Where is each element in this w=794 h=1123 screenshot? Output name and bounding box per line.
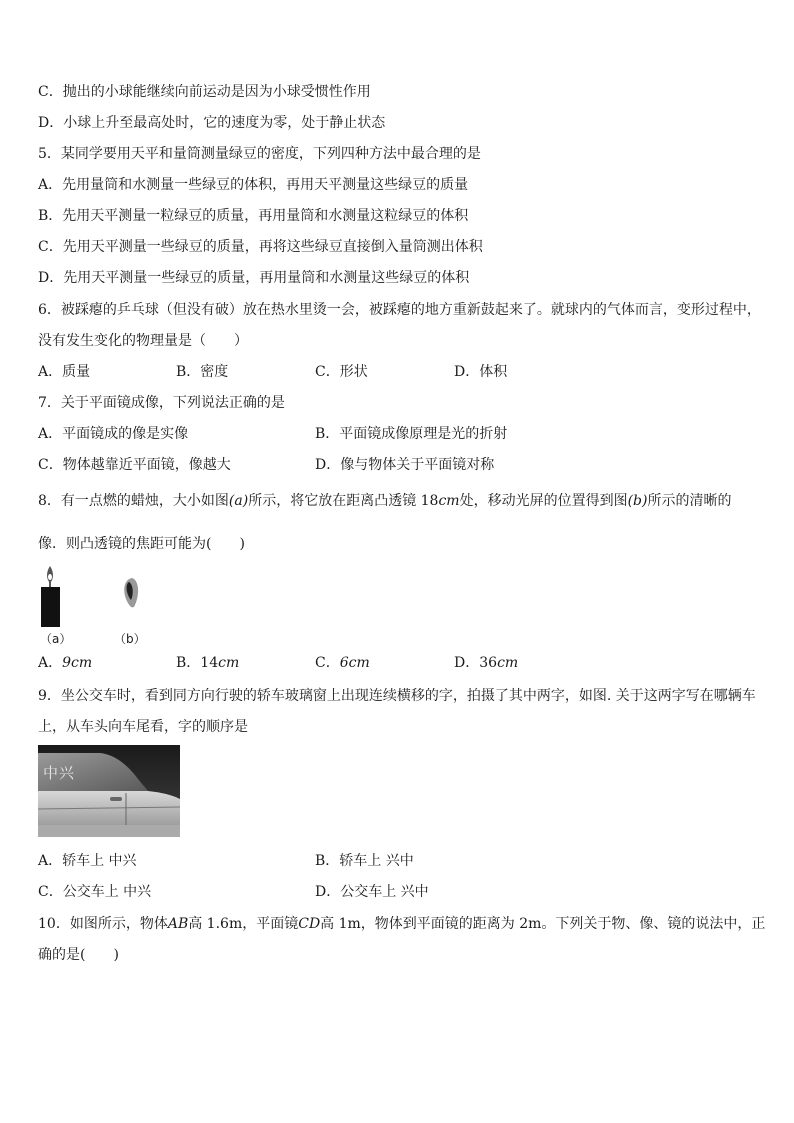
- car-window-text: 中兴: [43, 764, 76, 782]
- q5-option-b: B．先用天平测量一粒绿豆的质量，再用量筒和水测量这粒绿豆的体积: [38, 208, 469, 224]
- q8-c-num: 6: [339, 655, 349, 671]
- q9-option-d: D．公交车上 兴中: [315, 884, 429, 900]
- question-10-line-1: [38, 914, 765, 934]
- question-8-line-2: 像．则凸透镜的焦距可能为( ): [38, 536, 245, 552]
- q8-d-unit: cm: [497, 655, 519, 671]
- q10-cd: CD: [298, 916, 321, 932]
- q8-fig-b-ref: (b): [627, 493, 648, 509]
- q8-c-label: C．: [315, 655, 340, 671]
- q10-text-3: 高 1m，物体到平面镜的距离为 2m。下列关于物、像、镜的说法中，正: [320, 916, 766, 932]
- q8-option-d: [454, 653, 518, 673]
- q8-fig-a-ref: (a): [228, 493, 249, 509]
- q5-option-a: A．先用量筒和水测量一些绿豆的体积，再用天平测量这些绿豆的质量: [38, 177, 469, 193]
- question-10-line-2: 确的是( ): [38, 947, 119, 963]
- q8-b-num: 14: [200, 655, 219, 671]
- q9-option-b: B．轿车上 兴中: [315, 853, 414, 869]
- q4-option-d: D．小球上升至最高处时，它的速度为零，处于静止状态: [38, 115, 386, 131]
- q7-option-d: D．像与物体关于平面镜对称: [315, 457, 495, 473]
- q5-option-c: C．先用天平测量一些绿豆的质量，再将这些绿豆直接倒入量筒测出体积: [38, 239, 483, 255]
- q9-option-a: A．轿车上 中兴: [38, 853, 137, 869]
- question-6-line-1: 6．被踩瘪的乒乓球（但没有破）放在热水里烫一会，被踩瘪的地方重新鼓起来了。就球内的气体而言，变形过程中，: [38, 302, 761, 318]
- q9-car-photo: [38, 745, 180, 837]
- q8-option-a: [38, 653, 92, 673]
- candle-body: [41, 587, 60, 627]
- fig-label-b: （b）: [114, 632, 146, 646]
- q8-d-num: 36: [479, 655, 498, 671]
- q8-option-c: [315, 653, 370, 673]
- q8-a-unit: cm: [71, 655, 93, 671]
- q6-option-d: D．体积: [454, 364, 508, 380]
- q4-option-c: C．抛出的小球能继续向前运动是因为小球受惯性作用: [38, 84, 371, 100]
- q6-option-b: B．密度: [176, 364, 229, 380]
- q8-c-unit: cm: [348, 655, 370, 671]
- q6-option-a: A．质量: [38, 364, 91, 380]
- q8-unit-cm: cm: [438, 493, 460, 509]
- q8-option-b: [176, 653, 239, 673]
- question-6-line-2: 没有发生变化的物理量是（ ）: [38, 333, 248, 349]
- q9-option-c: C．公交车上 中兴: [38, 884, 152, 900]
- q8-d-label: D．: [454, 655, 480, 671]
- q5-option-d: D．先用天平测量一些绿豆的质量，再用量筒和水测量这些绿豆的体积: [38, 270, 470, 286]
- question-9-line-1: 9．坐公交车时，看到同方向行驶的轿车玻璃窗上出现连续横移的字，拍摄了其中两字，如图. 关于这两字写在哪辆车: [38, 688, 756, 704]
- q8-a-label: A．: [38, 655, 63, 671]
- q8-text-2: 所示，将它放在距离凸透镜 18: [248, 493, 439, 509]
- question-7: 7．关于平面镜成像，下列说法正确的是: [38, 395, 285, 411]
- q6-option-c: C．形状: [315, 364, 368, 380]
- question-9-line-2: 上，从车头向车尾看，字的顺序是: [38, 719, 248, 735]
- q8-text-4: 所示的清晰的: [647, 493, 732, 509]
- question-5: 5．某同学要用天平和量筒测量绿豆的密度，下列四种方法中最合理的是: [38, 146, 481, 162]
- flame-core: [48, 574, 52, 580]
- question-8-line-1: [38, 491, 731, 511]
- q7-option-b: B．平面镜成像原理是光的折射: [315, 426, 508, 442]
- q10-text-2: 高 1.6m，平面镜: [188, 916, 299, 932]
- q8-figure: [34, 562, 154, 650]
- q8-text-1: 8．有一点燃的蜡烛，大小如图: [38, 493, 229, 509]
- fig-label-a: （a）: [40, 632, 72, 646]
- q7-option-c: C．物体越靠近平面镜，像越大: [38, 457, 231, 473]
- q8-b-label: B．: [176, 655, 201, 671]
- car-photo-svg: [38, 745, 180, 837]
- door-handle: [110, 797, 122, 801]
- q8-text-3: 处，移动光屏的位置得到图: [459, 493, 628, 509]
- q8-b-unit: cm: [218, 655, 240, 671]
- q10-ab: AB: [167, 916, 189, 932]
- q8-a-num: 9: [62, 655, 72, 671]
- q10-text-1: 10．如图所示，物体: [38, 916, 168, 932]
- q7-option-a: A．平面镜成的像是实像: [38, 426, 189, 442]
